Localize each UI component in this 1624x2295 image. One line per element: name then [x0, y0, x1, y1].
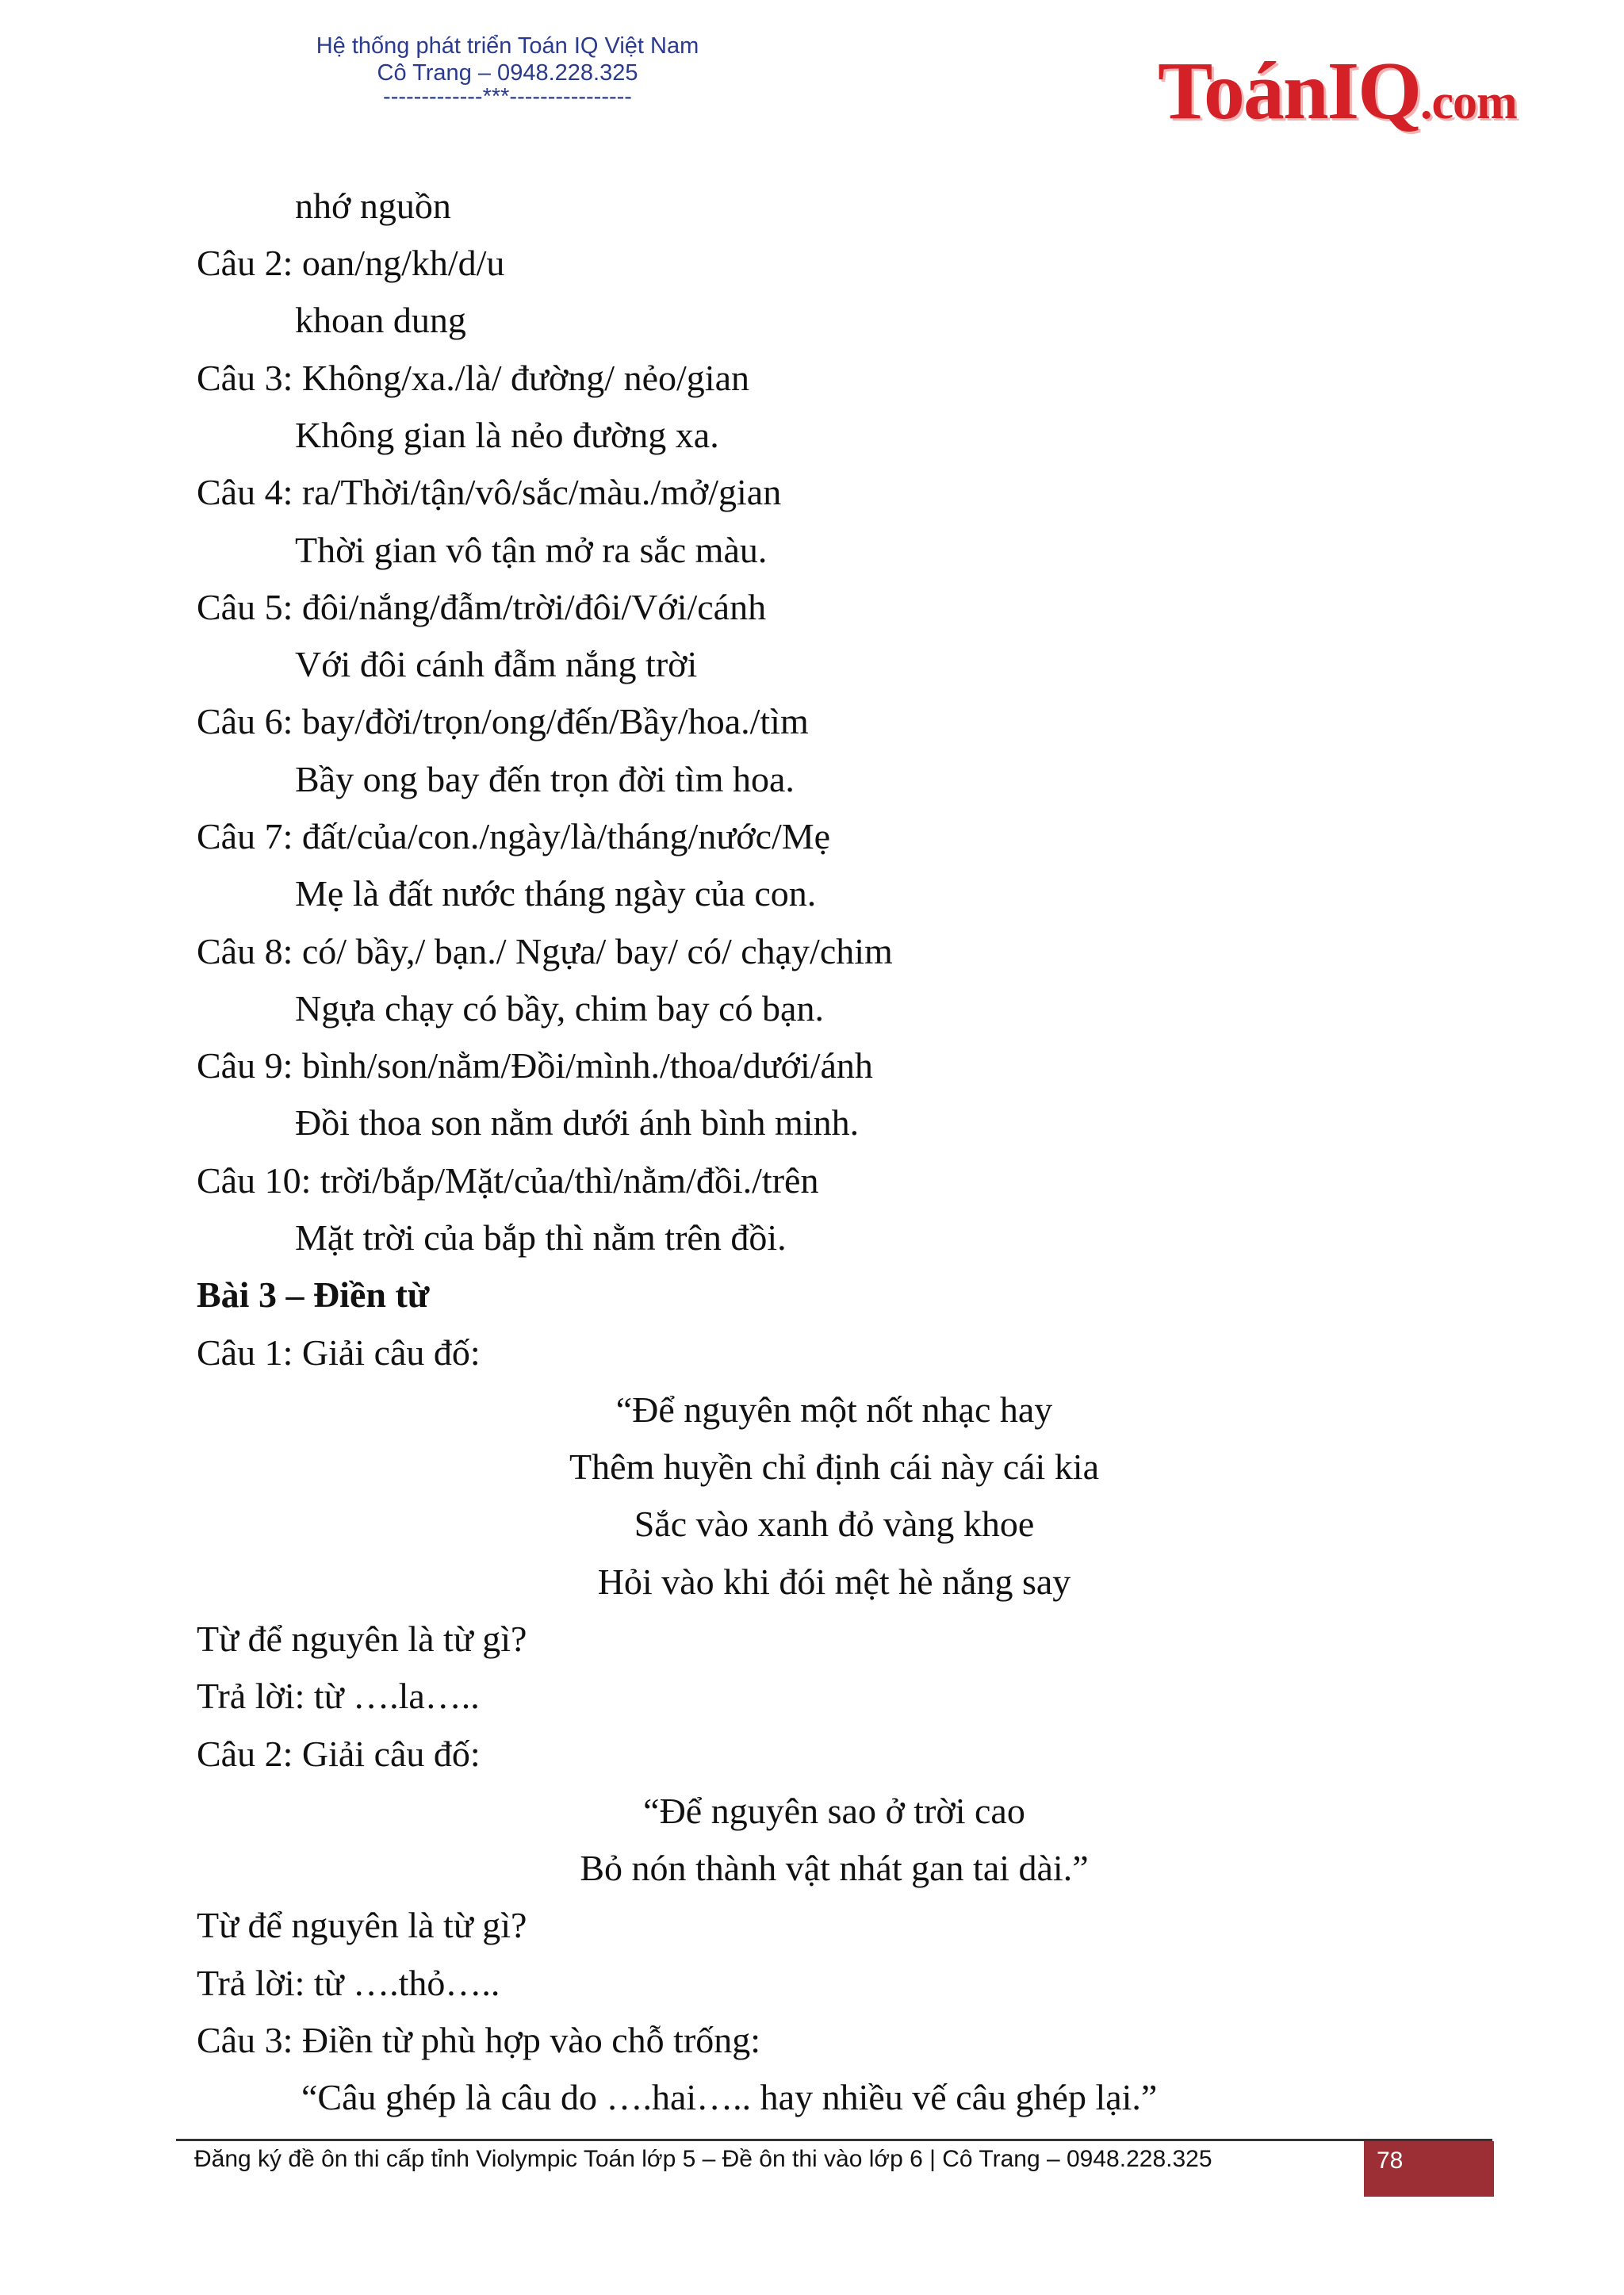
footer-divider [176, 2139, 1492, 2141]
header-org: Hệ thống phát triển Toán IQ Việt Nam [316, 33, 699, 59]
question-line: Câu 10: trời/bắp/Mặt/của/thì/nằm/đồi./trên [197, 1160, 819, 1201]
answer-line: Mặt trời của bắp thì nằm trên đồi. [295, 1217, 787, 1258]
header-contact: Cô Trang – 0948.228.325 [377, 60, 638, 86]
footer-text: Đăng ký đề ôn thi cấp tỉnh Violympic Toán lớp 5 – Đề ôn thi vào lớp 6 | Cô Trang – 0948.228.325 [194, 2146, 1212, 2172]
riddle-line: “Để nguyên một nốt nhạc hay [615, 1389, 1053, 1430]
answer-line: Không gian là nẻo đường xa. [295, 415, 719, 455]
question-line: Câu 7: đất/của/con./ngày/là/tháng/nước/Mẹ [197, 816, 831, 856]
riddle-line: Bỏ nón thành vật nhát gan tai dài.” [580, 1848, 1089, 1888]
riddle-line: Thêm huyền chỉ định cái này cái kia [569, 1446, 1100, 1487]
riddle-line: Sắc vào xanh đỏ vàng khoe [634, 1504, 1035, 1544]
answer-line: Đồi thoa son nằm dưới ánh bình minh. [295, 1102, 860, 1143]
riddle-line: Hỏi vào khi đói mệt hè nắng say [597, 1561, 1071, 1602]
riddle-line: “Để nguyên sao ở trời cao [643, 1791, 1025, 1831]
question-line: Từ để nguyên là từ gì? [197, 1905, 527, 1945]
answer-line: Trả lời: từ ….la….. [197, 1676, 480, 1716]
question-line: Câu 5: đôi/nắng/đẫm/trời/đôi/Với/cánh [197, 587, 767, 627]
logo-main: ToánIQ [1158, 45, 1421, 136]
question-line: Câu 3: Điền từ phù hợp vào chỗ trống: [197, 2020, 761, 2060]
header-divider: -------------***---------------- [383, 84, 632, 109]
answer-line: khoan dung [295, 300, 466, 340]
toaniq-logo [1158, 44, 1517, 138]
question-line: Câu 9: bình/son/nằm/Đồi/mình./thoa/dưới/ánh [197, 1045, 873, 1086]
question-line: Câu 3: Không/xa./là/ đường/ nẻo/gian [197, 358, 749, 398]
answer-line: Thời gian vô tận mở ra sắc màu. [295, 530, 768, 570]
header-info [262, 32, 753, 111]
answer-line: Bầy ong bay đến trọn đời tìm hoa. [295, 759, 795, 799]
answer-line: Ngựa chạy có bầy, chim bay có bạn. [295, 988, 824, 1029]
answer-line: Trả lời: từ ….thỏ….. [197, 1963, 500, 2003]
answer-line: “Câu ghép là câu do ….hai….. hay nhiều vế câu ghép lại.” [301, 2077, 1158, 2117]
question-line: Câu 2: Giải câu đố: [197, 1734, 481, 1774]
logo-suffix: .com [1420, 75, 1517, 129]
question-line: Câu 2: oan/ng/kh/d/u [197, 243, 505, 283]
answer-line: Mẹ là đất nước tháng ngày của con. [295, 873, 817, 914]
section-heading: Bài 3 – Điền từ [197, 1274, 430, 1315]
question-line: Câu 1: Giải câu đố: [197, 1332, 481, 1373]
answer-line: nhớ nguồn [295, 186, 451, 226]
question-line: Câu 8: có/ bầy,/ bạn./ Ngựa/ bay/ có/ chạy/chim [197, 931, 893, 971]
page-number: 78 [1364, 2141, 1494, 2197]
answer-line: Với đôi cánh đẫm nắng trời [295, 644, 698, 684]
question-line: Câu 4: ra/Thời/tận/vô/sắc/màu./mở/gian [197, 472, 782, 512]
question-line: Từ để nguyên là từ gì? [197, 1619, 527, 1659]
question-line: Câu 6: bay/đời/trọn/ong/đến/Bầy/hoa./tìm [197, 701, 809, 741]
